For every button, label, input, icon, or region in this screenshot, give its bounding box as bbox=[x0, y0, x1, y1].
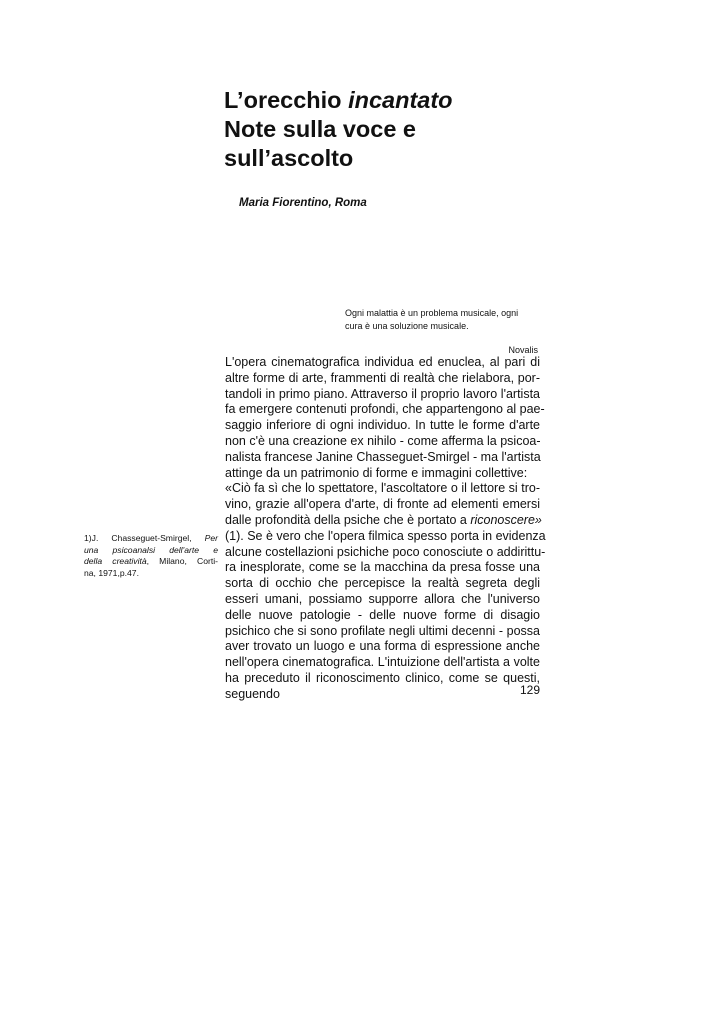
body-line-italic: riconoscere» bbox=[470, 512, 542, 527]
footnote-line: na, 1971,p.47. bbox=[84, 567, 139, 578]
epigraph-line: Ogni malattia è un problema musicale, ogni bbox=[345, 308, 519, 318]
author-byline: Maria Fiorentino, Roma bbox=[239, 197, 367, 209]
body-line: delle nuove patologie - delle nuove forme di disagio bbox=[225, 607, 540, 622]
footnote-line-1-prefix: 1)J. Chasseguet-Smirgel, bbox=[84, 533, 205, 543]
body-line: (1). Se è vero che l'opera filmica spesso porta in evidenza bbox=[225, 528, 546, 543]
title-line-1-prefix: L’orecchio bbox=[224, 87, 349, 113]
body-line: non c'è una creazione ex nihilo - come afferma la psicoa- bbox=[225, 433, 541, 448]
body-line: vino, grazie all'opera d'arte, di fronte ad elementi emersi bbox=[225, 497, 540, 512]
footnote-line-1-italic: Per bbox=[204, 533, 218, 543]
body-line: esseri umani, possiamo supporre allora che l'universo bbox=[225, 591, 540, 606]
title-line-1-italic: incantato bbox=[348, 87, 453, 113]
body-text bbox=[225, 355, 546, 703]
body-line: saggio inferiore di ogni individuo. In tutte le forme d'arte bbox=[225, 418, 540, 433]
body-line: attinge da un patrimonio di forme e immagini collettive: bbox=[225, 465, 528, 480]
epigraph bbox=[345, 307, 545, 333]
body-line: psichico che si sono profilate negli ultimi decenni - possa bbox=[225, 623, 540, 638]
body-line: «Ciò fa sì che lo spettatore, l'ascoltatore o il lettore si tro- bbox=[225, 481, 540, 496]
epigraph-line: cura è una soluzione musicale. bbox=[345, 321, 469, 331]
title-line-2: Note sulla voce e bbox=[224, 116, 416, 142]
footnote-line-3-italic: della creatività bbox=[84, 556, 147, 566]
title-line-1 bbox=[224, 86, 453, 115]
body-line: nalista francese Janine Chasseguet-Smirgel - ma l'artista bbox=[225, 449, 541, 464]
article-title bbox=[224, 86, 453, 173]
body-line: sorta di occhio che percepisce la realtà segreta degli bbox=[225, 576, 540, 591]
epigraph-attribution: Novalis bbox=[508, 345, 538, 355]
body-line: aver trovato un luogo e una forma di espressione anche bbox=[225, 639, 540, 654]
body-line: tandoli in primo piano. Attraverso il proprio lavoro l'artista bbox=[225, 386, 540, 401]
title-line-3: sull’ascolto bbox=[224, 145, 354, 171]
footnote-line bbox=[84, 533, 218, 545]
footnote-line-2-italic: una psicoanalsi dell'arte e bbox=[84, 544, 218, 555]
body-line: L'opera cinematografica individua ed enuclea, al pari di bbox=[225, 355, 540, 369]
footnote-line-3-suffix: , Milano, Corti- bbox=[146, 556, 219, 566]
body-line: fa emergere contenuti profondi, che appartengono al pae- bbox=[225, 402, 545, 417]
body-line: ra inesplorate, come se la macchina da presa fosse una bbox=[225, 560, 540, 575]
body-line: ha preceduto il riconoscimento clinico, come se questi, bbox=[225, 670, 540, 685]
footnote bbox=[84, 533, 218, 579]
body-line: seguendo bbox=[225, 686, 280, 701]
body-line: alcune costellazioni psichiche poco conosciute o addirittu- bbox=[225, 544, 546, 559]
page-number: 129 bbox=[519, 683, 540, 697]
body-line: nell'opera cinematografica. L'intuizione dell'artista a volte bbox=[225, 655, 540, 670]
body-line-prefix: dalle profondità della psiche che è portato a bbox=[225, 512, 471, 527]
footnote-line bbox=[84, 556, 218, 568]
body-line bbox=[225, 513, 540, 529]
body-line: altre forme di arte, frammenti di realtà che rielabora, por- bbox=[225, 370, 540, 385]
footnote-line bbox=[84, 545, 218, 557]
